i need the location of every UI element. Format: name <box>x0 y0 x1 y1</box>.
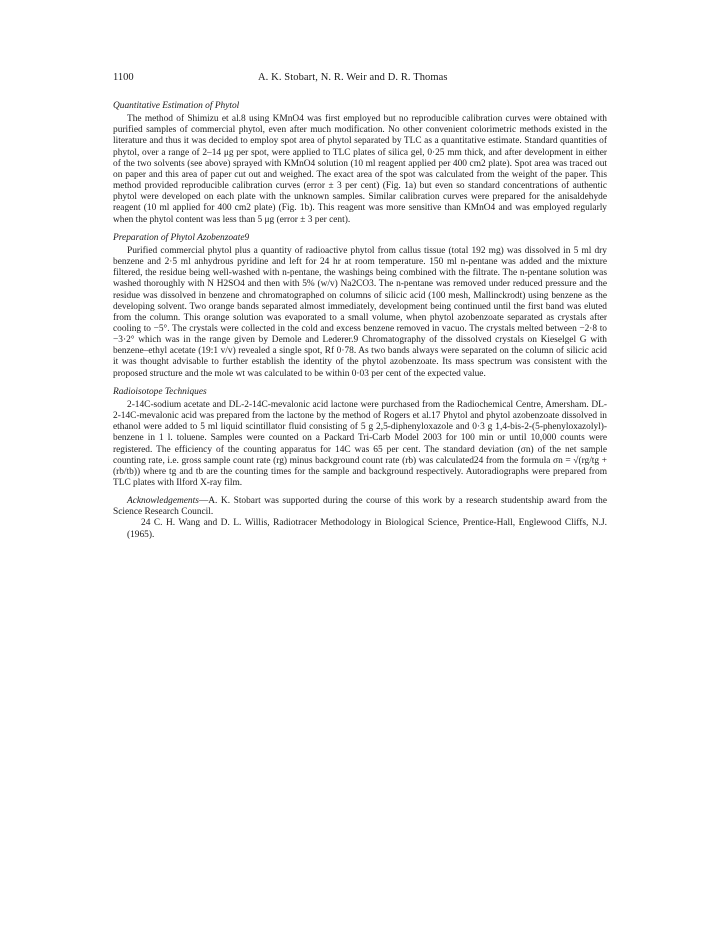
section-radioisotope <box>113 387 607 489</box>
section-preparation <box>113 233 607 380</box>
paragraph: 2-14C-sodium acetate and DL-2-14C-mevalonic acid lactone were purchased from the Radiochemical Centre, Amersham. DL-2-14C-mevalonic acid was prepared from the lactone by the method of Rogers et al.17 Phytol and phytol azobenzoate dissolved in ethanol were added to 5 ml liquid scintillator fluid consisting of 5 g 2,5-diphenyloxazole and 0·3 g 1,4-bis-2-(5-phenyloxazolyl)-benzene in 1 l. toluene. Samples were counted on a Packard Tri-Carb Model 2003 for 100 min or until 10,000 counts were registered. The efficiency of the counting apparatus for 14C was 65 per cent. The standard deviation (σn) of the net sample counting rate, i.e. gross sample count rate (rg) minus background count rate (rb) was calculated24 from the formula σn = √(rg/tg + (rb/tb)) where tg and tb are the counting times for the sample and background respectively. Autoradiographs were prepared from TLC plates with Ilford X-ray film. <box>113 399 607 488</box>
running-header <box>113 72 613 86</box>
section-title: Quantitative Estimation of Phytol <box>113 101 240 111</box>
paragraph: The method of Shimizu et al.8 using KMnO4 was first employed but no reproducible calibration curves were obtained with purified samples of commercial phytol, even after much modification. No other convenient colorimetric methods existed in the literature and thus it was decided to employ spot area of phytol separated by TLC as a quantitative estimate. Standard quantities of phytol, over a range of 2–14 μg per spot, were applied to TLC plates of silica gel, 0·25 mm thick, and after development in either of the two solvents (see above) sprayed with KMnO4 solution (10 ml reagent applied per 400 cm2 plate). Spot area was traced out on paper and this area of paper cut out and weighed. The exact area of the spot was calculated from the weight of the paper. This method provided reproducible calibration curves (error ± 3 per cent) (Fig. 1a) but even so standard concentrations of authentic phytol were developed on each plate with the unknown samples. Similar calibration curves were prepared for the anisaldehyde reagent (10 ml applied for 400 cm2 plate) (Fig. 1b). This reagent was more sensitive than KMnO4 and was employed regularly when the phytol content was less than 5 μg (error ± 3 per cent). <box>113 114 607 225</box>
section-quantitative-estimation <box>113 101 607 226</box>
body-text <box>113 101 607 541</box>
paragraph: Purified commercial phytol plus a quantity of radioactive phytol from callus tissue (total 192 mg) was dissolved in 5 ml dry benzene and 2·5 ml anhydrous pyridine and left for 24 hr at room temperature. 150 ml n-pentane was added and the mixture filtered, the residue being well-washed with n-pentane, the washings being combined with the filtrate. The n-pentane solution was washed thoroughly with N H2SO4 and then with 5% (w/v) Na2CO3. The n-pentane was removed under reduced pressure and the residue was dissolved in benzene and chromatographed on columns of silicic acid (100 mesh, Mallinckrodt) using benzene as the developing solvent. Two orange bands separated almost immediately, development being continued until the first band was eluted from the column. This orange solution was evaporated to a small volume, when phytol azobenzoate separated as crystals after cooling to −5°. The crystals were collected in the cold and excess benzene removed in vacuo. The crystals melted between −2·8 to −3·2° which was in the range given by Demole and Lederer.9 Chromatography of the dissolved crystals on Kieselgel G with benzene–ethyl acetate (19:1 v/v) revealed a single spot, Rf 0·78. As two bands always were separated on the column of silicic acid it was thought advisable to further establish the identity of the phytol azobenzoate. Its mass spectrum was consistent with the proposed structure and the mole wt was calculated to be within 0·03 per cent of the expected value. <box>113 245 607 379</box>
acknowledgements-text: —A. K. Stobart was supported during the course of this work by a research studentship award from the Science Research Council. <box>113 496 607 518</box>
page-number: 1100 <box>113 72 134 83</box>
section-title: Preparation of Phytol Azobenzoate9 <box>113 232 250 243</box>
reference-24: 24 C. H. Wang and D. L. Willis, Radiotracer Methodology in Biological Science, Prentice-Hall, Englewood Cliffs, N.J. (1965). <box>127 518 607 540</box>
running-head-authors: A. K. Stobart, N. R. Weir and D. R. Thomas <box>258 72 448 83</box>
acknowledgements <box>113 496 607 518</box>
section-title: Radioisotope Techniques <box>113 386 207 397</box>
acknowledgements-lead: Acknowledgements <box>127 496 199 507</box>
